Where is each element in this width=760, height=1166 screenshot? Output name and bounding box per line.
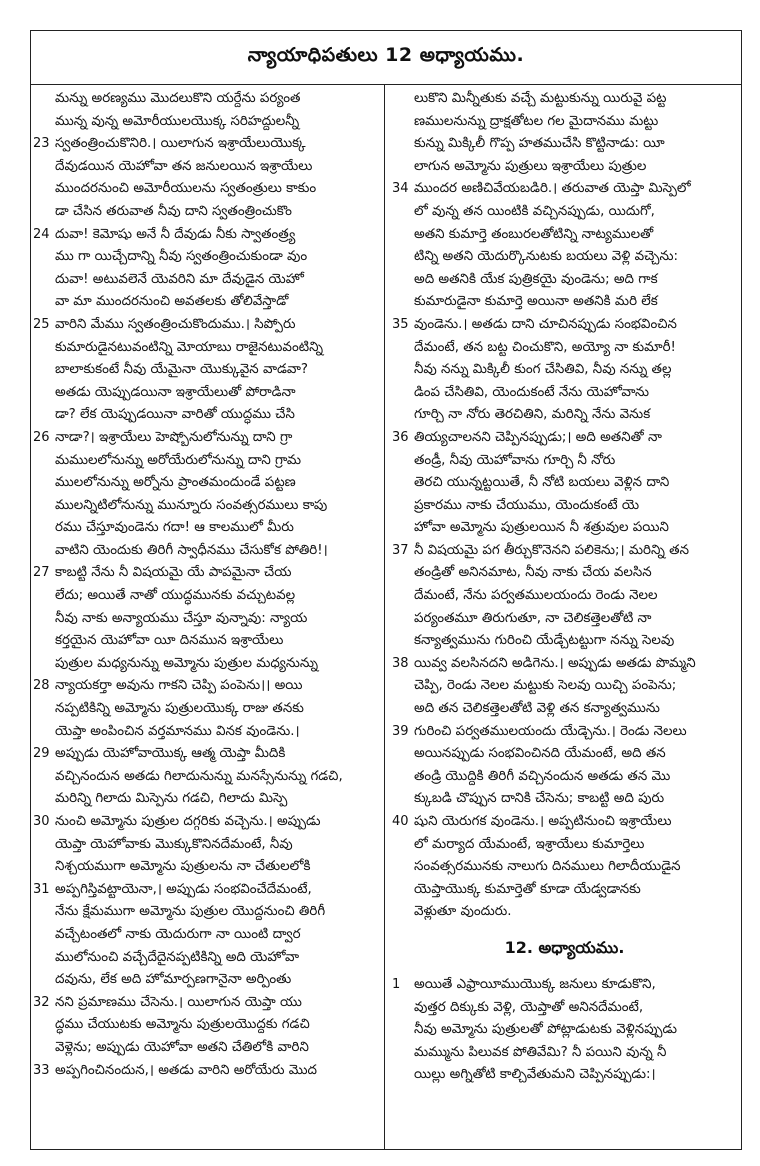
line-text: నీవు నన్ను మిక్కిలీ కుంగ చేసితివి, నీవు నన్ను తల్ల bbox=[414, 362, 672, 378]
line-text: గూర్చి నా నోరు తెరచితిని, మరిన్ని నేను వెనుక bbox=[414, 407, 651, 423]
line-text: ప్రకారము నాకు చేయుము, యెందుకంటే యె bbox=[414, 497, 640, 513]
text-line bbox=[35, 879, 377, 902]
line-text: వారిని మేము స్వతంత్రించుకొందుము.। సిప్పోరు bbox=[55, 316, 296, 332]
line-text: వుండెను.। అతడు దాని చూచినప్పుడు సంభవించిన bbox=[414, 316, 677, 332]
text-line bbox=[394, 178, 735, 201]
line-text: తండ్రితో అనినమాట, నీవు నాకు చేయ వలసిన bbox=[414, 565, 652, 581]
text-line bbox=[35, 156, 377, 179]
text-line bbox=[394, 540, 735, 563]
text-line bbox=[35, 337, 377, 360]
text-line bbox=[394, 201, 735, 224]
line-text: హోవా అమ్మోను పుత్రులయిన నీ శత్రువుల పయిని bbox=[414, 520, 669, 536]
verse-number: 26 bbox=[33, 429, 50, 445]
line-text: నప్పటికిన్ని అమ్మోను పుత్రులయొక్క రాజు తనకు bbox=[55, 701, 304, 717]
line-text: టిన్ని అతని యెదుర్కొనుటకు బయలు వెళ్లి వచ్చెను: bbox=[414, 249, 679, 265]
line-text: తెరచి యున్నట్టయితే, నీ నోటి బయలు వెళ్లిన దాని bbox=[414, 475, 670, 491]
line-text: దువా! కెమోషు అనే నీ దేవుడు నీకు స్వాతంత్ర్య bbox=[55, 226, 296, 242]
line-text: తండ్రి యొద్దికి తిరిగీ వచ్చినందున అతడు తన మొ bbox=[414, 768, 671, 784]
verse-number: 28 bbox=[33, 678, 50, 694]
line-text: అది తన చెలికత్తెలతోటి వెళ్లి తన కన్యాత్వమును bbox=[414, 701, 660, 717]
line-text: నని ప్రమాణము చేసెను.। యిలాగున యెప్తా యు bbox=[55, 994, 302, 1010]
line-text: వా మా ముందరనుంచి అవతలకు తోలివేస్తాడో bbox=[55, 294, 289, 310]
text-line bbox=[35, 178, 377, 201]
text-line bbox=[394, 246, 735, 269]
line-text: లో మర్యాద యేమంటే, ఇశ్రాయేలు కుమార్తెలు bbox=[414, 836, 645, 852]
line-text: ములలోనున్ను అర్నోను ప్రాంతమందుండే పట్టణ bbox=[55, 475, 296, 491]
text-line bbox=[394, 450, 735, 473]
text-line bbox=[394, 111, 735, 134]
text-line bbox=[35, 427, 377, 450]
line-text: షుని యెరుగక వుండెను.। అప్పటినుంచి ఇశ్రాయేలు bbox=[414, 814, 672, 829]
verse-number: 39 bbox=[392, 723, 409, 739]
text-line bbox=[394, 608, 735, 631]
scripture-page bbox=[30, 30, 742, 1150]
line-text: వచ్చినందున అతడు గిలాదునున్ను మనస్సేనున్ను గడచి, bbox=[55, 768, 343, 784]
line-text: రము చేస్తూవుండెను గదా! ఆ కాలములో మీరు bbox=[55, 520, 294, 536]
left-column bbox=[31, 85, 383, 1149]
text-line bbox=[394, 1019, 735, 1042]
chapter-heading: 12. అధ్యాయము. bbox=[504, 937, 625, 957]
line-text: అది అతనికి యేక పుత్రికయై వుండెను; అది గాక bbox=[414, 271, 658, 287]
text-line bbox=[35, 359, 377, 382]
line-text: నీ విషయమై పగ తీర్చుకొనెనని పలికెను;। మరిన్ని తన bbox=[414, 542, 689, 558]
line-text: వుత్తర దిక్కుకు వెళ్లి, యెప్తాతో అనినదేమంటే, bbox=[414, 999, 644, 1015]
text-line bbox=[394, 879, 735, 902]
verse-number: 25 bbox=[33, 316, 50, 332]
text-line bbox=[35, 540, 377, 563]
line-text: నుంచి అమ్మోను పుత్రుల దగ్గరికు వచ్చెను.। అప్పుడు bbox=[55, 814, 321, 829]
line-text: దేవుడయిన యెహోవా తన జనులయిన ఇశ్రాయేలు bbox=[55, 158, 313, 174]
line-text: ముందర అణిచివేయబడిరి.। తరువాత యెప్తా మిస్పెలో bbox=[414, 181, 691, 197]
text-line bbox=[394, 811, 735, 834]
text-line bbox=[394, 997, 735, 1020]
line-text: తండ్రీ, నీవు యెహోవాను గూర్చి నీ నోరు bbox=[414, 452, 616, 468]
line-text: డా? లేక యెప్పుడయినా వారితో యుద్ధము చేసి bbox=[55, 407, 295, 423]
text-line bbox=[35, 246, 377, 269]
text-line bbox=[35, 472, 377, 495]
line-text: వాటిని యెందుకు తిరిగీ స్వాధీనము చేసుకోక పోతిరి!। bbox=[55, 542, 328, 558]
text-line bbox=[35, 88, 377, 111]
text-line bbox=[35, 811, 377, 834]
text-line bbox=[35, 856, 377, 879]
line-text: కున్ను మిక్కిలీ గొప్ప హతముచేసి కొట్టినాడు: యీ bbox=[414, 136, 665, 152]
line-text: వెళ్లుతూ వుందురు. bbox=[414, 904, 512, 920]
text-line bbox=[35, 969, 377, 992]
text-line bbox=[35, 495, 377, 518]
line-text: యెప్తా యెహోవాకు మొక్కుకొనినదేమంటే, నీవు bbox=[55, 836, 293, 852]
text-line bbox=[35, 291, 377, 314]
text-line bbox=[394, 901, 735, 924]
line-text: లో వున్న తన యింటికి వచ్చినప్పుడు, యిదుగో, bbox=[414, 203, 655, 219]
right-column bbox=[386, 85, 741, 1149]
text-line bbox=[394, 653, 735, 676]
text-line bbox=[35, 517, 377, 540]
verse-number: 31 bbox=[33, 881, 50, 897]
text-line bbox=[35, 630, 377, 653]
line-text: లేదు; అయితే నాతో యుద్ధమునకు వచ్చుటవల్ల bbox=[55, 588, 296, 604]
line-text: ము గా యిచ్చేదాన్ని నీవు స్వతంత్రించుకుండా వుం bbox=[55, 249, 308, 265]
text-line bbox=[35, 1060, 377, 1083]
line-text: డింప చేసితివి, యెందుకంటే నేను యెహోవాను bbox=[414, 384, 650, 400]
text-line bbox=[35, 1037, 377, 1060]
verse-number: 24 bbox=[33, 226, 50, 242]
verse-number: 36 bbox=[392, 429, 409, 445]
line-text: యివ్వ వలసినదని అడిగెను.। అప్పుడు అతడు పొమ్మని bbox=[414, 655, 696, 671]
text-line bbox=[394, 269, 735, 292]
line-text: పర్యంతమూ తిరుగుతూ, నా చెలికత్తెలతోటి నా bbox=[414, 610, 652, 626]
text-line bbox=[394, 291, 735, 314]
line-text: మరిన్ని గిలాదు మిస్పెను గడచి, గిలాదు మిస్పె bbox=[55, 791, 288, 807]
text-line bbox=[394, 427, 735, 450]
verse-number: 29 bbox=[33, 746, 50, 762]
text-line bbox=[394, 1064, 735, 1087]
verse-number: 35 bbox=[392, 316, 409, 332]
text-line bbox=[394, 472, 735, 495]
text-line bbox=[394, 974, 735, 997]
text-line bbox=[394, 359, 735, 382]
line-text: నీవు అమ్మోను పుత్రులతో పోట్లాడుటకు వెళ్లినప్పుడు bbox=[414, 1022, 677, 1038]
line-text: మన్ను అరణ్యము మొదలుకొని యర్దేను పర్యంత bbox=[55, 91, 301, 106]
line-text: మున్న వున్న అమోరీయులయొక్క సరిహద్దులన్నీ bbox=[55, 113, 300, 129]
text-line bbox=[35, 111, 377, 134]
text-line bbox=[35, 653, 377, 676]
text-line bbox=[394, 495, 735, 518]
line-text: వచ్చేటంతలో నాకు యెదురుగా నా యింటి ద్వార bbox=[55, 926, 301, 942]
text-line bbox=[35, 562, 377, 585]
text-line bbox=[394, 721, 735, 744]
page-header bbox=[31, 31, 741, 85]
text-line bbox=[35, 314, 377, 337]
line-text: యెప్తా అంపించిన వర్తమానము వినక వుండెను.। bbox=[55, 723, 300, 739]
verse-number: 33 bbox=[33, 1062, 50, 1078]
text-line bbox=[35, 269, 377, 292]
text-line bbox=[394, 88, 735, 111]
line-text: డా చేసిన తరువాత నీవు దాని స్వతంత్రించుకొం bbox=[55, 203, 292, 219]
verse-number: 37 bbox=[392, 542, 409, 558]
text-line bbox=[394, 630, 735, 653]
line-text: కుమారుడైనటువంటిన్ని మోయాబు రాజైనటువంటిన్ని bbox=[55, 339, 324, 355]
line-text: దవును, లేక అది హోమార్పణగానైనా అర్పింతు bbox=[55, 972, 292, 988]
verse-number: 27 bbox=[33, 565, 50, 581]
text-line bbox=[35, 608, 377, 631]
text-line bbox=[394, 766, 735, 789]
text-line bbox=[394, 314, 735, 337]
line-text: అతని కుమార్తె తంబురలతోటిన్ని నాట్యములతో bbox=[414, 226, 654, 242]
line-text: దేమంటే, నేను పర్వతములయందు రెండు నెలల bbox=[414, 588, 658, 604]
line-text: మములలోనున్ను అరోయేరులోనున్ను దాని గ్రామ bbox=[55, 452, 302, 468]
line-text: ణములనున్ను ద్రాక్షతోటల గల మైదానము మట్టు bbox=[414, 113, 659, 129]
line-text: గురించి పర్వతములయందు యేడ్చెను.। రెండు నెలలు bbox=[414, 723, 687, 739]
text-line bbox=[35, 992, 377, 1015]
text-line bbox=[35, 766, 377, 789]
line-text: అయితే ఎఫ్రాయీముయొక్క జనులు కూడుకొని, bbox=[414, 976, 656, 992]
line-text: కాబట్టి నేను నీ విషయమై యే పాపమైనా చేయ bbox=[55, 565, 292, 581]
verse-number: 40 bbox=[392, 814, 409, 829]
line-text: బాలాకుకంటే నీవు యేమైనా యొక్కువైన వాడవా? bbox=[55, 362, 309, 378]
text-line bbox=[394, 224, 735, 247]
text-line bbox=[394, 675, 735, 698]
text-line bbox=[35, 404, 377, 427]
verse-number: 38 bbox=[392, 655, 409, 671]
line-text: నీవు నాకు అన్యాయము చేస్తూ వున్నావు: న్యాయ bbox=[55, 610, 308, 626]
text-line bbox=[35, 834, 377, 857]
text-line bbox=[394, 788, 735, 811]
line-text: పుత్రుల మధ్యనున్ను అమ్మోను పుత్రుల మధ్యనున్ను bbox=[55, 655, 318, 671]
line-text: అతడు యెప్పుడయినా ఇశ్రాయేలుతో పోరాడినా bbox=[55, 384, 296, 400]
line-text: ములోనుంచి వచ్చేదేదైనప్పటికిన్ని అది యెహోవా bbox=[55, 949, 299, 965]
line-text: క్కుబడి చొప్పున దానికి చేసెను; కాబట్టి అది పురు bbox=[414, 791, 665, 807]
text-line bbox=[394, 156, 735, 179]
line-text: లుకొని మిన్నీతుకు వచ్చే మట్టుకున్ను యిరువై పట్ట bbox=[414, 91, 667, 106]
line-text: దువా! అటువలెనే యెవరిని మా దేవుడైన యెహో bbox=[55, 271, 304, 287]
line-text: అప్పగించినందున,। అతడు వారిని అరోయేరు మొద bbox=[55, 1062, 318, 1078]
line-text: అప్పగిస్తివట్టాయెనా,। అప్పుడు సంభవించేదేమంటే, bbox=[55, 881, 312, 897]
text-line bbox=[35, 901, 377, 924]
line-text: మమ్మును పిలువక పోతివేమి? నీ పయిని వున్న నీ bbox=[414, 1044, 667, 1060]
text-line bbox=[394, 585, 735, 608]
line-text: ద్ధము చేయుటకు అమ్మోను పుత్రులయొద్దకు గడచి bbox=[55, 1017, 310, 1033]
text-line bbox=[394, 382, 735, 405]
page-title: న్యాయాధిపతులు 12 అధ్యాయము. bbox=[247, 44, 525, 66]
text-line bbox=[394, 698, 735, 721]
text-line bbox=[35, 585, 377, 608]
line-text: సంవత్సరమునకు నాలుగు దినములు గిలాదీయుడైన bbox=[414, 859, 681, 875]
line-text: నిశ్చయముగా అమ్మోను పుత్రులను నా చేతులలోకి bbox=[55, 859, 311, 875]
line-text: న్యాయకర్తా అవును గాకని చెప్పి పంపెను।। అయి bbox=[55, 678, 303, 694]
verse-number: 32 bbox=[33, 994, 50, 1010]
line-text: ములన్నిటిలోనున్ను మున్నూరు సంవత్సరములు కాపు bbox=[55, 497, 328, 513]
text-line bbox=[35, 133, 377, 156]
line-text: నేను క్షేమముగా అమ్మోను పుత్రుల యొద్దనుంచి తిరిగీ bbox=[55, 904, 326, 920]
verse-number: 23 bbox=[33, 136, 50, 152]
verse-number: 1 bbox=[392, 976, 401, 992]
text-line bbox=[35, 947, 377, 970]
text-line bbox=[35, 721, 377, 744]
verse-number: 30 bbox=[33, 814, 50, 829]
line-text: దేమంటే, తన బట్ట చించుకొని, అయ్యో నా కుమారీ! bbox=[414, 339, 676, 355]
line-text: అప్పుడు యెహోవాయొక్క ఆత్మ యెప్తా మీదికి bbox=[55, 746, 286, 762]
text-line bbox=[35, 382, 377, 405]
line-text: తియ్యచాలనని చెప్పినప్పుడు;। అది అతనితో నా bbox=[414, 429, 662, 445]
text-line bbox=[35, 743, 377, 766]
text-line bbox=[394, 404, 735, 427]
text-line bbox=[35, 201, 377, 224]
text-line bbox=[35, 1014, 377, 1037]
text-line bbox=[394, 337, 735, 360]
text-line bbox=[35, 788, 377, 811]
text-line bbox=[35, 450, 377, 473]
line-text: యెప్తాయొక్క కుమార్తెతో కూడా యేడ్వడానకు bbox=[414, 881, 641, 897]
line-text: నాడా?। ఇశ్రాయేలు హెష్బోనులోనున్ను దాని గ్రా bbox=[55, 429, 293, 445]
text-line bbox=[35, 675, 377, 698]
line-text: కన్యాత్వమును గురించి యేడ్చేటట్టుగా నన్ను సెలవు bbox=[414, 633, 675, 649]
text-line bbox=[35, 698, 377, 721]
line-text: వెళ్లెను; అప్పుడు యెహోవా అతని చేతిలోకి వారిని bbox=[55, 1039, 309, 1055]
line-text: అయినప్పుడు సంభవించినది యేమంటే, అది తన bbox=[414, 746, 666, 762]
line-text: ముందరనుంచి అమోరీయులను స్వతంత్రులు కాకుం bbox=[55, 181, 317, 197]
text-line bbox=[394, 517, 735, 540]
line-text: యిల్లు అగ్నితోటి కాల్చివేతుమని చెప్పినప్పుడు:। bbox=[414, 1067, 656, 1083]
text-line bbox=[394, 562, 735, 585]
line-text: స్వతంత్రించుకొనిరి.। యిలాగున ఇశ్రాయేలుయొక్క bbox=[55, 136, 306, 152]
text-line bbox=[394, 743, 735, 766]
text-line bbox=[394, 1042, 735, 1065]
text-line bbox=[394, 133, 735, 156]
text-line bbox=[394, 856, 735, 879]
text-line bbox=[35, 224, 377, 247]
text-line bbox=[394, 834, 735, 857]
verse-number: 34 bbox=[392, 181, 409, 197]
text-line bbox=[35, 924, 377, 947]
column-divider bbox=[384, 85, 385, 1149]
line-text: కుమారుడైనా కుమార్తె అయినా అతనికి మరి లేక bbox=[414, 294, 658, 310]
line-text: లాగున అమ్మోను పుత్రులు ఇశ్రాయేలు పుత్రుల bbox=[414, 158, 647, 174]
line-text: కర్తయైన యెహోవా యీ దినమున ఇశ్రాయేలు bbox=[55, 633, 284, 649]
line-text: చెప్పి, రెండు నెలల మట్టుకు సెలవు యిచ్చి పంపెను; bbox=[414, 678, 677, 694]
